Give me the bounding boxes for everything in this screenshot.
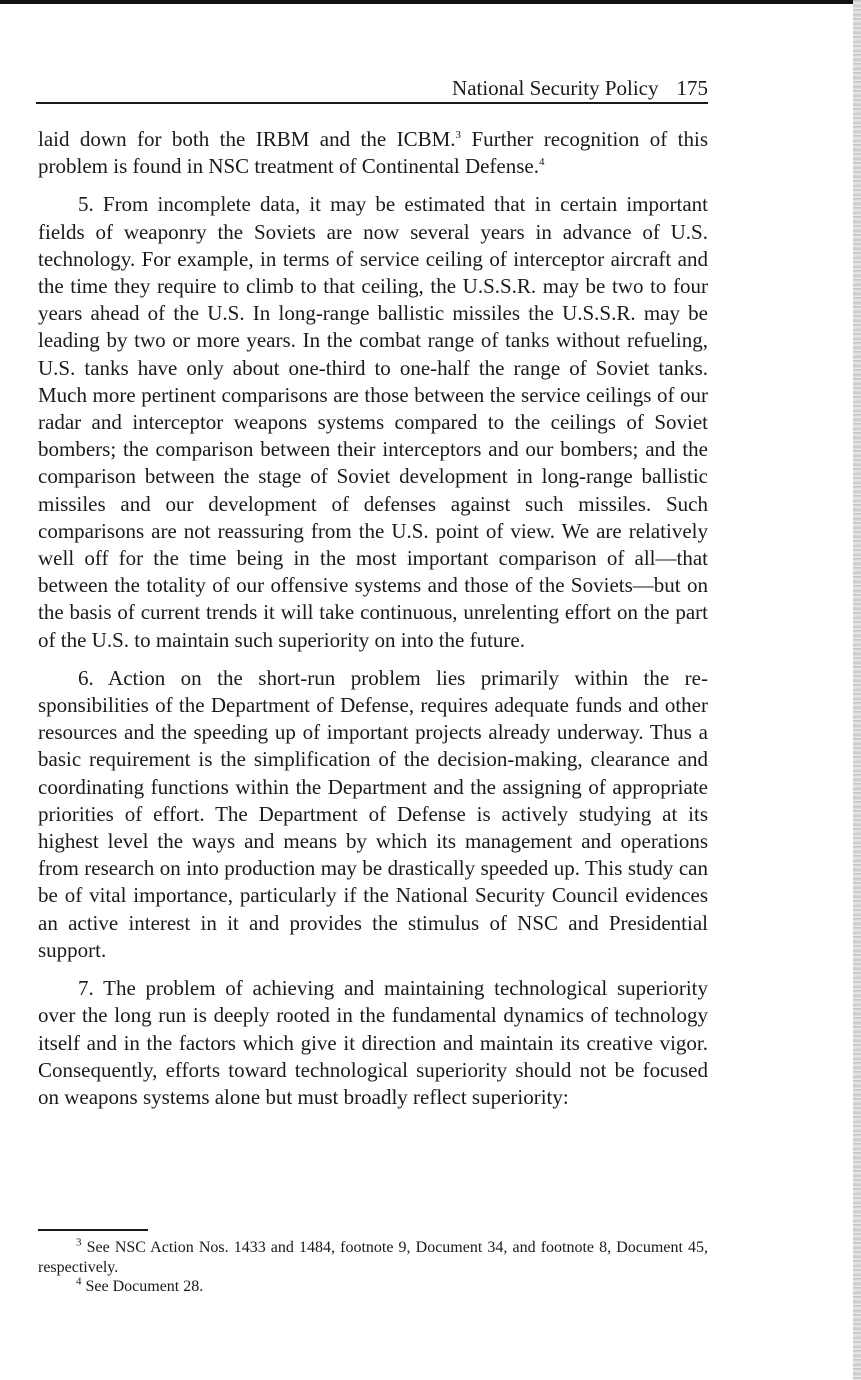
footnote-text: See Document 28.: [81, 1278, 204, 1295]
footnote-divider: [38, 1229, 148, 1231]
footnotes: [38, 1238, 708, 1297]
paragraph-6: 6. Action on the short-run problem lies primarily within the responsibilities of the Department of Defense, requires adequate funds and other resources and the speeding up of important projects already underway. Thus a basic requirement is the simplification of the decision-making, clearance and coordinating functions within the Department and the assigning of appropriate priorities of effort. The Department of Defense is actively studying at its highest level the ways and means by which its management and operations from research on into production may be drastically speeded up. This study can be of vital importance, particularly if the National Security Council evidences an active interest in it and provides the stimulus of NSC and Presidential support.: [38, 665, 708, 962]
paragraph-text: Further recognition of this problem is found in NSC treatment of Continental Defense.: [38, 127, 709, 179]
running-head: [36, 74, 708, 104]
page-number: 175: [676, 76, 708, 100]
body-text: [38, 126, 708, 1122]
running-head-title: National Security Policy: [452, 76, 659, 100]
footnote-ref-4: 4: [539, 156, 545, 169]
top-edge-rule: [0, 0, 861, 4]
footnote-3: [38, 1238, 708, 1277]
footnote-marker: 3: [76, 1236, 82, 1249]
footnote-text: See NSC Action Nos. 1433 and 1484, footnote 9, Document 34, and footnote 8, Document 45, respectively.: [38, 1239, 708, 1276]
footnote-marker: 4: [76, 1275, 82, 1288]
paragraph-continued: [38, 126, 708, 180]
paragraph-text: laid down for both the IRBM and the ICBM.: [38, 127, 456, 151]
paragraph-5: 5. From incomplete data, it may be estimated that in certain important fields of weaponry the Soviets are now several years in advance of U.S. technology. For example, in terms of service ceiling of interceptor aircraft and the time they require to climb to that ceiling, the U.S.S.R. may be two to four years ahead of the U.S. In long-range ballistic missiles the U.S.S.R. may be leading by two or more years. In the combat range of tanks without refueling, U.S. tanks have only about one-third to one-half the range of Soviet tanks. Much more pertinent comparisons are those between the service ceilings of our radar and interceptor weapons systems compared to the ceilings of Soviet bombers; the comparison between their interceptors and our bombers; and the comparison between the stage of Soviet development in long-range ballistic missiles and our development of defenses against such missiles. Such comparisons are not reassuring from the U.S. point of view. We are relatively well off for the time being in the most important comparison of all—that between the totality of our offensive systems and those of the Soviets—but on the basis of current trends it will take continuous, unrelenting effort on the part of the U.S. to maintain such superiority on into the future.: [38, 192, 708, 652]
footnote-4: [38, 1277, 708, 1297]
footnote-ref-3: 3: [455, 129, 462, 141]
page-edge-shadow: [853, 0, 861, 1380]
paragraph-7: 7. The problem of achieving and maintaining technological superiority over the long run is deeply rooted in the fundamental dynamics of technology itself and in the factors which give it direction and maintain its creative vigor. Consequently, efforts toward technological superiority should not be focused on weapons systems alone but must broadly reflect superiority:: [38, 976, 708, 1109]
